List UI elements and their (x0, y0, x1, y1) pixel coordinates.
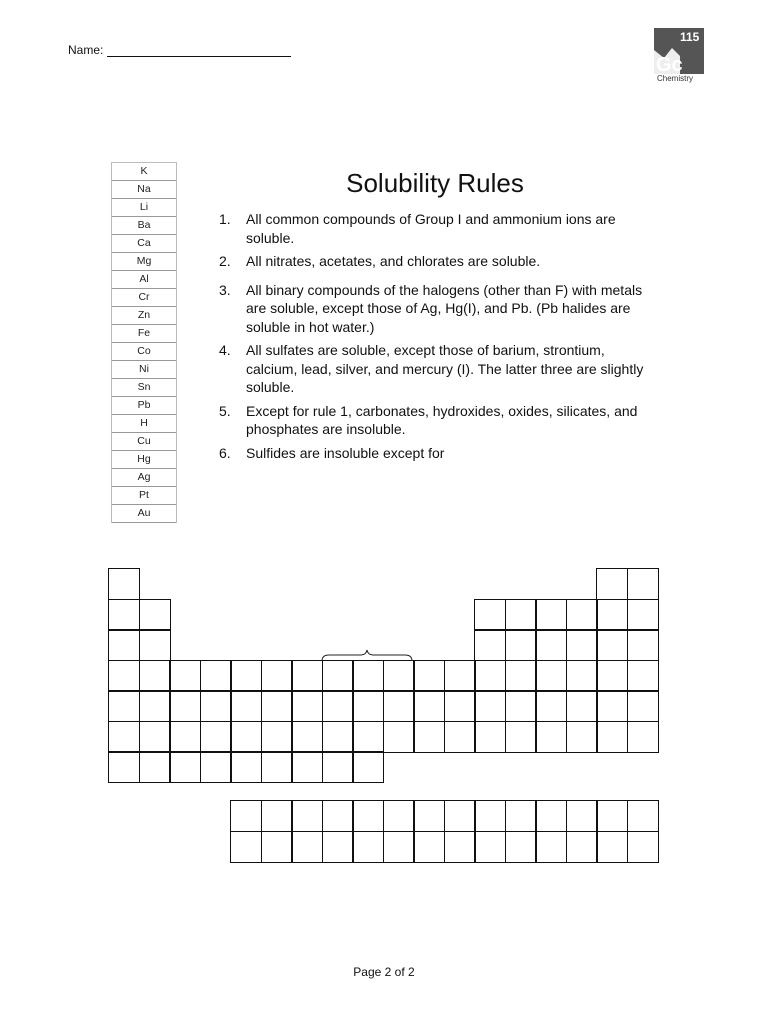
element-cell[interactable] (108, 751, 140, 783)
element-cell[interactable] (230, 660, 262, 692)
activity-series-element: Cu (112, 433, 176, 451)
element-cell[interactable] (566, 800, 598, 832)
element-cell[interactable] (108, 629, 140, 661)
element-cell[interactable] (261, 660, 293, 692)
element-cell[interactable] (261, 690, 293, 722)
element-cell[interactable] (261, 800, 293, 832)
activity-series-element: Ba (112, 217, 176, 235)
rule-text: All sulfates are soluble, except those of barium, strontium, calcium, lead, silver, and mercury (I). The latter three are slightly soluble. (246, 342, 644, 395)
element-cell[interactable] (322, 690, 354, 722)
element-cell[interactable] (291, 660, 323, 692)
element-cell[interactable] (230, 800, 262, 832)
element-cell[interactable] (413, 660, 445, 692)
activity-series-element: Zn (112, 307, 176, 325)
element-cell[interactable] (535, 660, 567, 692)
rule-item: 3. All binary compounds of the halogens (other than F) with metals are soluble, except those of Ag, Hg(I), and Pb. (Pb halides are soluble in hot water.) (219, 281, 643, 335)
element-cell[interactable] (291, 690, 323, 722)
element-cell[interactable] (474, 599, 506, 631)
name-blank-line[interactable] (107, 44, 291, 57)
element-cell[interactable] (108, 721, 140, 753)
element-cell[interactable] (413, 690, 445, 722)
element-cell[interactable] (139, 721, 171, 753)
logo-mark: Gc (656, 54, 683, 74)
element-cell[interactable] (200, 660, 232, 692)
element-cell[interactable] (627, 721, 659, 753)
element-cell[interactable] (352, 751, 384, 783)
element-cell[interactable] (322, 831, 354, 863)
activity-series-element: Sn (112, 379, 176, 397)
element-cell[interactable] (413, 831, 445, 863)
element-cell[interactable] (139, 599, 171, 631)
element-cell[interactable] (596, 629, 628, 661)
element-cell[interactable] (627, 800, 659, 832)
element-cell[interactable] (139, 660, 171, 692)
rule-text: All nitrates, acetates, and chlorates are soluble. (246, 253, 541, 269)
element-cell[interactable] (261, 721, 293, 753)
page-number: Page 2 of 2 (353, 965, 415, 979)
element-cell[interactable] (139, 751, 171, 783)
element-cell[interactable] (383, 831, 415, 863)
activity-series-element: Mg (112, 253, 176, 271)
element-cell[interactable] (383, 690, 415, 722)
element-cell[interactable] (200, 721, 232, 753)
element-cell[interactable] (596, 831, 628, 863)
transition-metals-brace (321, 649, 413, 663)
activity-series-element: Ag (112, 469, 176, 487)
element-cell[interactable] (474, 690, 506, 722)
element-cell[interactable] (169, 721, 201, 753)
name-field[interactable] (68, 43, 291, 57)
solubility-rules-list (219, 210, 659, 467)
element-cell[interactable] (505, 599, 537, 631)
element-cell[interactable] (566, 599, 598, 631)
element-cell[interactable] (261, 831, 293, 863)
element-cell[interactable] (413, 800, 445, 832)
element-cell[interactable] (352, 690, 384, 722)
activity-series-element: Pb (112, 397, 176, 415)
rule-item: 6. Sulfides are insoluble except for (219, 444, 445, 461)
element-cell[interactable] (200, 690, 232, 722)
element-cell[interactable] (169, 690, 201, 722)
element-cell[interactable] (291, 800, 323, 832)
element-cell[interactable] (627, 629, 659, 661)
rule-item: 5. Except for rule 1, carbonates, hydroxides, oxides, silicates, and phosphates are insoluble. (219, 402, 638, 437)
element-cell[interactable] (535, 599, 567, 631)
element-cell[interactable] (444, 660, 476, 692)
element-cell[interactable] (596, 800, 628, 832)
element-cell[interactable] (383, 660, 415, 692)
element-cell[interactable] (352, 721, 384, 753)
element-cell[interactable] (108, 660, 140, 692)
element-cell[interactable] (596, 721, 628, 753)
element-cell[interactable] (322, 751, 354, 783)
rule-text: Except for rule 1, carbonates, hydroxides, oxides, silicates, and phosphates are insoluble. (246, 402, 638, 437)
activity-series-element: Au (112, 505, 176, 523)
element-cell[interactable] (474, 831, 506, 863)
element-cell[interactable] (108, 690, 140, 722)
element-cell[interactable] (169, 751, 201, 783)
activity-series-element: Li (112, 199, 176, 217)
element-cell[interactable] (596, 660, 628, 692)
element-cell[interactable] (230, 831, 262, 863)
element-cell[interactable] (535, 629, 567, 661)
element-cell[interactable] (566, 660, 598, 692)
element-cell[interactable] (291, 751, 323, 783)
element-cell[interactable] (505, 660, 537, 692)
element-cell[interactable] (627, 690, 659, 722)
element-cell[interactable] (230, 721, 262, 753)
element-cell[interactable] (535, 800, 567, 832)
element-cell[interactable] (474, 629, 506, 661)
rule-text: Sulfides are insoluble except for (246, 444, 445, 461)
element-cell[interactable] (596, 690, 628, 722)
element-cell[interactable] (261, 751, 293, 783)
element-cell[interactable] (139, 690, 171, 722)
element-cell[interactable] (505, 629, 537, 661)
element-cell[interactable] (230, 690, 262, 722)
element-cell[interactable] (535, 721, 567, 753)
element-cell[interactable] (322, 721, 354, 753)
element-cell[interactable] (474, 721, 506, 753)
activity-series-element: Co (112, 343, 176, 361)
element-cell[interactable] (291, 721, 323, 753)
element-cell[interactable] (596, 599, 628, 631)
element-cell[interactable] (505, 800, 537, 832)
element-cell[interactable] (627, 568, 659, 600)
element-cell[interactable] (322, 800, 354, 832)
logo-number: 115 (680, 30, 700, 44)
element-cell[interactable] (566, 721, 598, 753)
element-cell[interactable] (627, 599, 659, 631)
rule-text: All common compounds of Group I and ammonium ions are soluble. (246, 211, 616, 246)
element-cell[interactable] (139, 629, 171, 661)
element-cell[interactable] (566, 831, 598, 863)
element-cell[interactable] (444, 831, 476, 863)
element-cell[interactable] (108, 568, 140, 600)
element-cell[interactable] (169, 660, 201, 692)
name-label: Name: (68, 43, 104, 57)
element-cell[interactable] (474, 660, 506, 692)
element-cell[interactable] (566, 690, 598, 722)
activity-series-element: Ca (112, 235, 176, 253)
activity-series-element: Fe (112, 325, 176, 343)
element-cell[interactable] (383, 800, 415, 832)
element-cell[interactable] (291, 831, 323, 863)
element-cell[interactable] (596, 568, 628, 600)
activity-series-element: H (112, 415, 176, 433)
element-cell[interactable] (352, 831, 384, 863)
element-cell[interactable] (200, 751, 232, 783)
rule-item: 1. All common compounds of Group I and ammonium ions are soluble. (219, 211, 616, 246)
rule-item: 2. All nitrates, acetates, and chlorates are soluble. (219, 253, 541, 269)
activity-series-element: Hg (112, 451, 176, 469)
element-cell[interactable] (108, 599, 140, 631)
activity-series-element: Ni (112, 361, 176, 379)
activity-series-table (111, 162, 177, 523)
activity-series-element: Pt (112, 487, 176, 505)
element-cell[interactable] (352, 660, 384, 692)
element-cell[interactable] (352, 800, 384, 832)
element-cell[interactable] (505, 721, 537, 753)
element-cell[interactable] (413, 721, 445, 753)
element-cell[interactable] (535, 831, 567, 863)
element-cell[interactable] (444, 721, 476, 753)
element-cell[interactable] (627, 831, 659, 863)
activity-series-element: Al (112, 271, 176, 289)
element-cell[interactable] (474, 800, 506, 832)
element-cell[interactable] (535, 690, 567, 722)
element-cell[interactable] (505, 831, 537, 863)
rule-item: 4. All sulfates are soluble, except those of barium, strontium, calcium, lead, silver, and mercury (I). The latter three are slightly soluble. (219, 342, 644, 395)
element-cell[interactable] (230, 751, 262, 783)
element-cell[interactable] (627, 660, 659, 692)
activity-series-element: Cr (112, 289, 176, 307)
page-title: Solubility Rules (346, 168, 524, 198)
element-cell[interactable] (566, 629, 598, 661)
activity-series-element: Na (112, 181, 176, 199)
logo-subtitle: Chemistry (657, 74, 694, 83)
activity-series-element: K (112, 163, 176, 181)
element-cell[interactable] (444, 690, 476, 722)
rule-text: All binary compounds of the halogens (other than F) with metals are soluble, except those of Ag, Hg(I), and Pb. (Pb halides are soluble in hot water.) (246, 281, 643, 335)
element-cell[interactable] (322, 660, 354, 692)
element-cell[interactable] (444, 800, 476, 832)
element-cell[interactable] (383, 721, 415, 753)
element-cell[interactable] (505, 690, 537, 722)
